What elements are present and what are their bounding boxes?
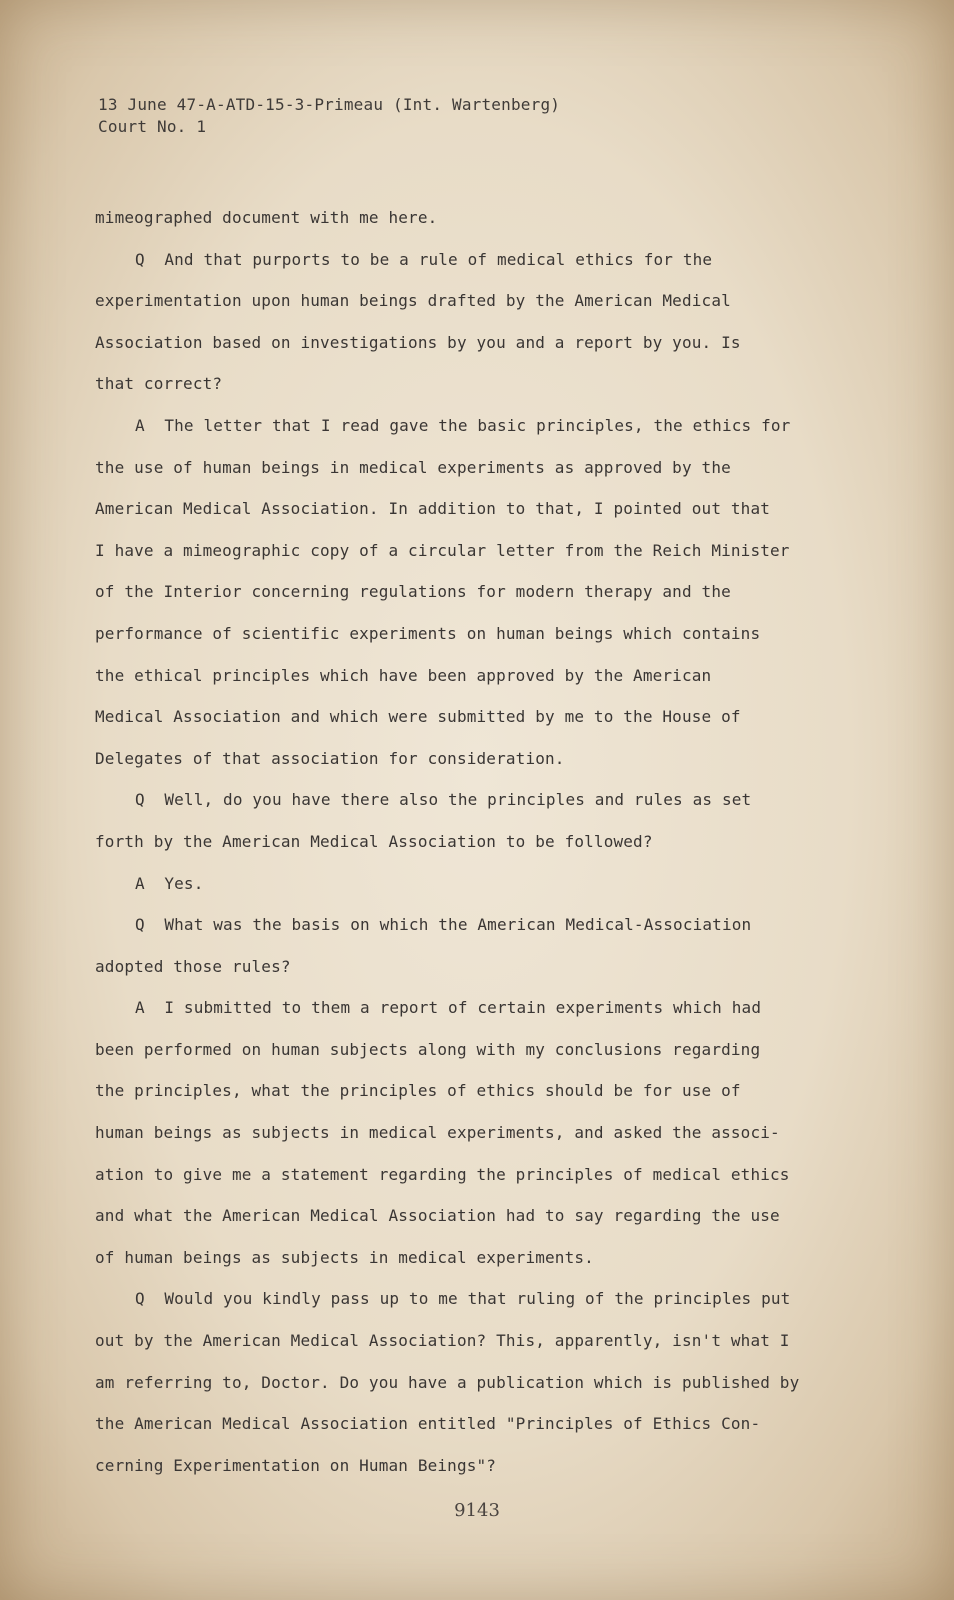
transcript-line: Q What was the basis on which the American Medical-Association (135, 915, 752, 935)
transcript-line: that correct? (95, 374, 223, 394)
transcript-line: performance of scientific experiments on human beings which contains (95, 623, 761, 643)
transcript-line: the use of human beings in medical experiments as approved by the (95, 457, 731, 477)
transcript-line: I have a mimeographic copy of a circular letter from the Reich Minister (95, 540, 790, 560)
transcript-line: Q Well, do you have there also the principles and rules as set (135, 790, 752, 810)
transcript-line: mimeographed document with me here. (95, 208, 438, 227)
transcript-line: A I submitted to them a report of certain experiments which had (135, 998, 762, 1018)
transcript-line: human beings as subjects in medical experiments, and asked the associ- (95, 1123, 780, 1143)
transcript-line: adopted those rules? (95, 956, 291, 976)
transcript-line: the American Medical Association entitled "Principles of Ethics Con- (95, 1414, 761, 1434)
transcript-line: been performed on human subjects along with my conclusions regarding (95, 1039, 761, 1059)
transcript-line: the principles, what the principles of ethics should be for use of (95, 1081, 741, 1101)
transcript-line: A Yes. (135, 873, 204, 893)
transcript-line: Delegates of that association for consideration. (95, 748, 565, 768)
header-court-line: Court No. 1 (98, 117, 207, 136)
transcript-line: experimentation upon human beings drafted by the American Medical (95, 291, 731, 311)
page-number: 9143 (454, 1500, 500, 1521)
transcript-line: cerning Experimentation on Human Beings"? (95, 1455, 497, 1475)
document-header (98, 94, 560, 138)
transcript-line: of the Interior concerning regulations for modern therapy and the (95, 582, 731, 602)
transcript-line: Association based on investigations by you and a report by you. Is (95, 332, 741, 352)
transcript-line: Q And that purports to be a rule of medical ethics for the (135, 249, 713, 269)
transcript-line: of human beings as subjects in medical experiments. (95, 1247, 594, 1267)
transcript-line: ation to give me a statement regarding the principles of medical ethics (95, 1164, 790, 1184)
transcript-line: and what the American Medical Association had to say regarding the use (95, 1206, 780, 1226)
transcript-line: American Medical Association. In addition to that, I pointed out that (95, 499, 771, 519)
transcript-body (95, 197, 835, 1486)
transcript-line: forth by the American Medical Association to be followed? (95, 831, 653, 851)
transcript-line: Q Would you kindly pass up to me that ruling of the principles put (135, 1289, 791, 1309)
transcript-line: out by the American Medical Association? This, apparently, isn't what I (95, 1331, 790, 1351)
transcript-line: am referring to, Doctor. Do you have a publication which is published by (95, 1372, 800, 1392)
header-case-line: 13 June 47-A-ATD-15-3-Primeau (Int. Wartenberg) (98, 95, 561, 114)
transcript-line: Medical Association and which were submitted by me to the House of (95, 707, 741, 727)
transcript-line: the ethical principles which have been approved by the American (95, 665, 712, 685)
transcript-line: A The letter that I read gave the basic principles, the ethics for (135, 415, 791, 435)
